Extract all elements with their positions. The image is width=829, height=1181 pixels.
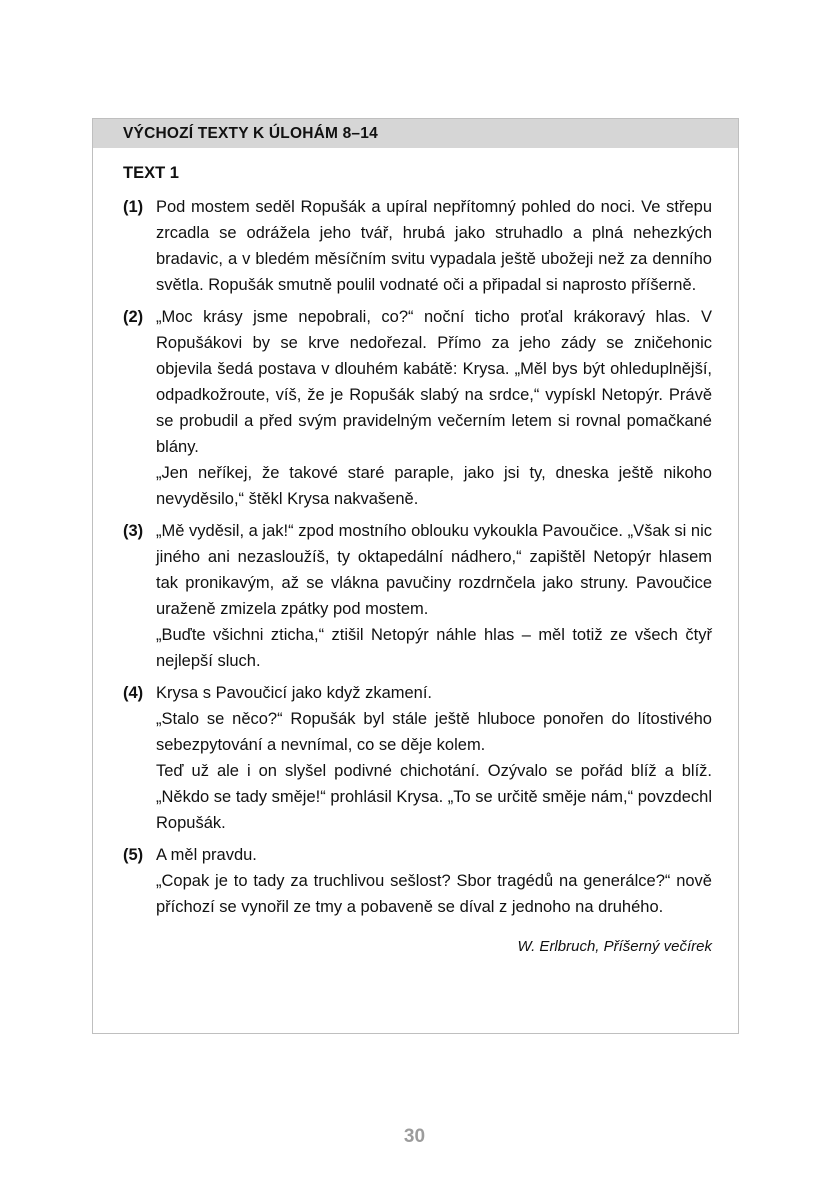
paragraph-text: „Moc krásy jsme nepobrali, co?“ noční ticho proťal krákoravý hlas. V Ropušákovi by se krve nedořezal. Přímo za jeho zády se zničehonic objevila šedá postava v dlouhém kabátě: Krysa. „Měl bys být ohleduplnější, odpadkožroute, víš, že je Ropušák slabý na srdce,“ vypískl Netopýr. Právě se probudil a před svým pravidelným večerním letem si rovnal pomačkané blány. bbox=[156, 308, 712, 456]
paragraph-body bbox=[156, 680, 712, 836]
paragraph-text: Teď už ale i on slyšel podivné chichotání. Ozývalo se pořád blíž a blíž. „Někdo se tady směje!“ prohlásil Krysa. „To se určitě směje nám,“ povzdechl Ropušák. bbox=[156, 762, 712, 832]
paragraph-text: „Mě vyděsil, a jak!“ zpod mostního oblouku vykoukla Pavoučice. „Však si nic jiného ani nezasloužíš, ty oktapedální nádhero,“ zapištěl Netopýr hlasem tak pronikavým, až se vlákna pavučiny rozdrnčela jako struny. Pavoučice uraženě zmizela zpátky pod mostem. bbox=[156, 522, 712, 618]
paragraph-body bbox=[156, 304, 712, 512]
paragraph-number: (3) bbox=[123, 522, 144, 540]
paragraph-text: „Stalo se něco?“ Ropušák byl stále ještě hluboce ponořen do lítostivého sebezpytování a nevnímal, co se děje kolem. bbox=[156, 710, 712, 754]
paragraph-body bbox=[156, 518, 712, 674]
paragraph-body bbox=[156, 842, 712, 920]
page-number: 30 bbox=[403, 1126, 426, 1147]
attribution: W. Erlbruch, Příšerný večírek bbox=[517, 938, 712, 955]
paragraph-number: (2) bbox=[123, 308, 144, 326]
paragraph bbox=[123, 842, 712, 920]
paragraph-text: „Copak je to tady za truchlivou sešlost? Sbor tragédů na generálce?“ nově příchozí se vynořil ze tmy a pobaveně se díval z jednoho na druhého. bbox=[156, 872, 712, 916]
text-title: TEXT 1 bbox=[123, 164, 179, 182]
paragraph-number: (1) bbox=[123, 198, 144, 216]
section-header-title: VÝCHOZÍ TEXTY K ÚLOHÁM 8–14 bbox=[123, 124, 378, 142]
paragraph bbox=[123, 680, 712, 836]
paragraph-body bbox=[156, 194, 712, 298]
paragraph bbox=[123, 518, 712, 674]
text-content bbox=[93, 148, 738, 972]
paragraph bbox=[123, 304, 712, 512]
paragraph-text: A měl pravdu. bbox=[156, 846, 257, 864]
paragraph-number: (4) bbox=[123, 684, 144, 702]
paragraph-text: „Jen neříkej, že takové staré paraple, jako jsi ty, dneska ještě nikoho nevyděsilo,“ štěkl Krysa nakvašeně. bbox=[156, 464, 712, 508]
source-text-box bbox=[92, 118, 739, 1034]
paragraph-text: „Buďte všichni zticha,“ ztišil Netopýr náhle hlas – měl totiž ze všech čtyř nejlepší sluch. bbox=[156, 626, 712, 670]
section-header-bar bbox=[93, 119, 738, 148]
paragraph-text: Pod mostem seděl Ropušák a upíral nepřítomný pohled do noci. Ve střepu zrcadla se odrážela jeho tvář, hrubá jako struhadlo a plná nehezkých bradavic, a v bledém měsíčním svitu vypadala ještě ubožeji než za denního světla. Ropušák smutně poulil vodnaté oči a připadal si naprosto příšerně. bbox=[156, 198, 712, 294]
paragraph-list bbox=[123, 194, 712, 920]
paragraph bbox=[123, 194, 712, 298]
paragraph-number: (5) bbox=[123, 846, 144, 864]
paragraph-text: Krysa s Pavoučicí jako když zkamení. bbox=[156, 684, 433, 702]
